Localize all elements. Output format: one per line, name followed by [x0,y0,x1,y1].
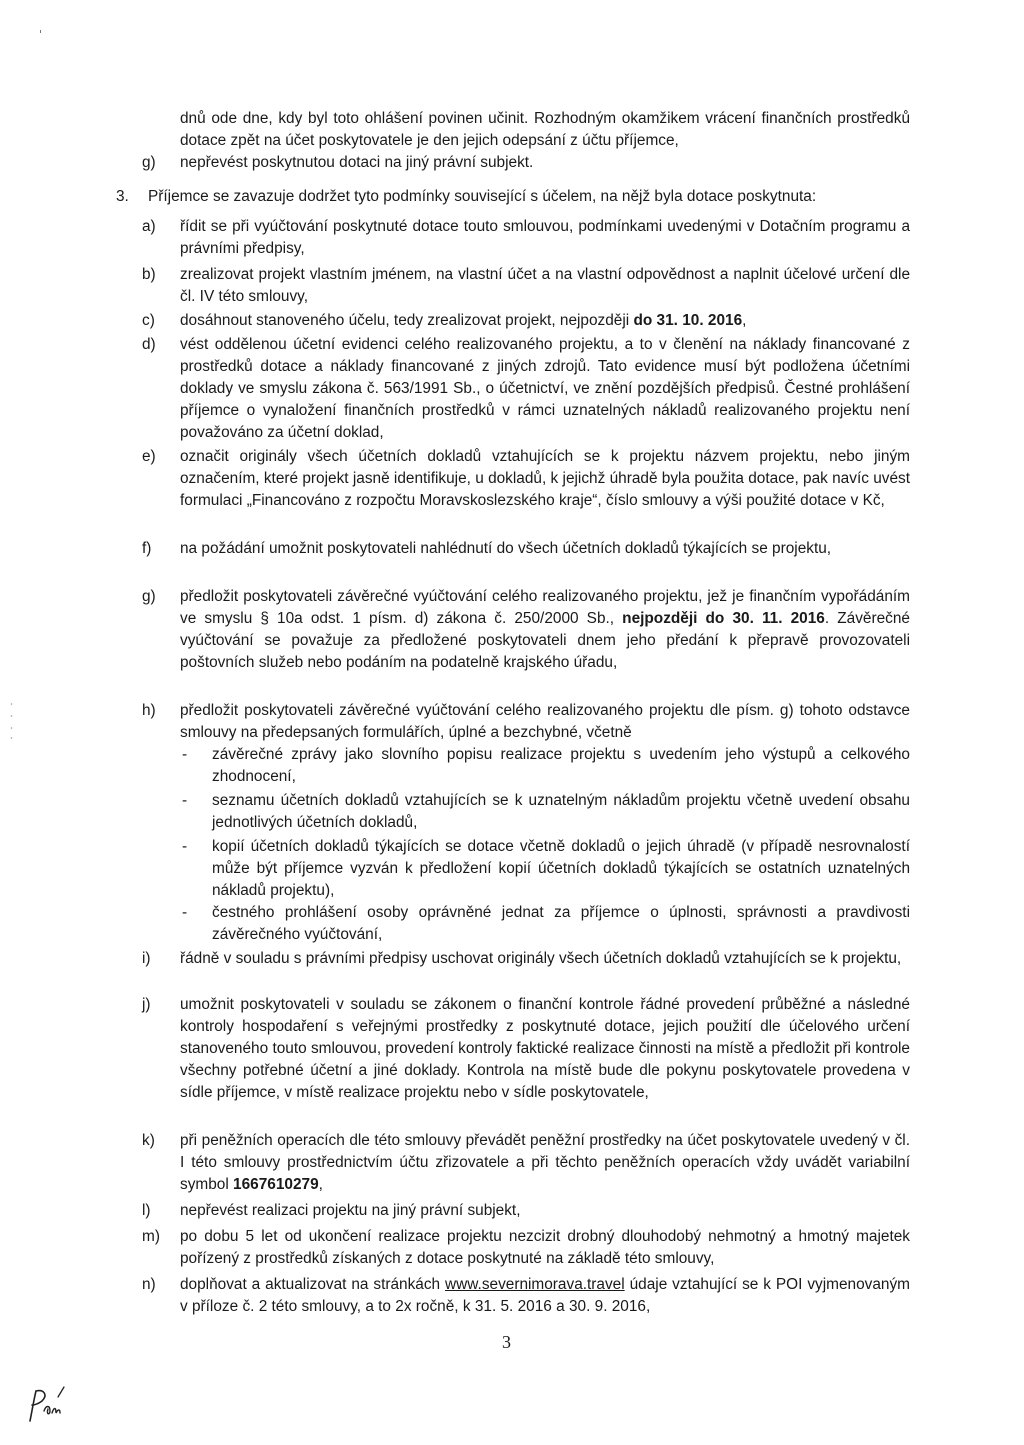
item-j [142,994,910,1104]
website-link[interactable]: www.severnimorava.travel [445,1276,625,1293]
item-marker: n) [142,1276,156,1293]
item-text: dosáhnout stanoveného účelu, tedy zrealizovat projekt, nejpozději [180,312,634,329]
section-text: Příjemce se zavazuje dodržet tyto podmínky související s účelem, na nějž byla dotace poskytnuta: [148,188,817,205]
item-text: řídit se při vyúčtování poskytnuté dotace touto smlouvou, podmínkami uvedenými v Dotačním programu a právními předpisy, [180,218,910,257]
item-marker: l) [142,1202,151,1219]
item-k [142,1130,910,1196]
continued-paragraph [180,108,910,152]
item-text: po dobu 5 let od ukončení realizace projektu nezcizit drobný dlouhodobý nehmotný a hmotný majetek pořízený z prostředků získaných z dotace poskytnuté na základě této smlouvy, [180,1228,910,1267]
item-marker: j) [142,996,151,1013]
item-e [142,446,910,512]
deadline-date: do 31. 10. 2016 [633,312,743,329]
item-text: nepřevést realizaci projektu na jiný právní subjekt, [180,1202,521,1219]
dash-text: čestného prohlášení osoby oprávněné jednat za příjemce o úplnosti, správnosti a pravdivosti závěrečného vyúčtování, [212,904,910,943]
dash-marker: - [182,904,188,921]
dash-text: seznamu účetních dokladů vztahujících se k uznatelným nákladům projektu včetně uvedení obsahu jednotlivých účetních dokladů, [212,792,910,831]
item-text: na požádání umožnit poskytovateli nahlédnutí do všech účetních dokladů týkajících se projektu, [180,540,832,557]
section-3 [116,186,910,208]
item-text: označit originály všech účetních dokladů vztahujících se k projektu názvem projektu, nebo jiným označením, které projekt jasně identifikuje, u dokladů, k jejichž úhradě byla použita dotace, pak navíc uvést formulaci „Financováno z rozpočtu Moravskoslezského kraje“, číslo smlouvy a výši použité dotace v Kč, [180,448,910,509]
item-text: předložit poskytovateli závěrečné vyúčtování celého realizovaného projektu dle písm. g) tohoto odstavce smlouvy na předepsaných formulářích, úplné a bezchybné, včetně [180,702,910,741]
item-text-end: údaje vztahující se k POI vyjmenovaným v příloze č. 2 této smlouvy, a to 2x ročně, k 31. 5. 2016 a 30. 9. 2016, [180,1276,910,1315]
item-marker: d) [142,336,156,353]
deadline-date: nejpozději do 30. 11. 2016 [622,610,825,627]
item-text-end: , [318,1176,323,1193]
item-marker: k) [142,1132,155,1149]
item-h [142,700,910,744]
dash-marker: - [182,792,188,809]
item-m [142,1226,910,1270]
item-marker: g) [142,154,156,171]
dash-item-1 [182,744,910,788]
item-l [142,1200,910,1222]
item-marker: m) [142,1228,160,1245]
item-text: vést oddělenou účetní evidenci celého realizovaného projektu, a to v členění na náklady financované z prostředků dotace a náklady financované z jiných zdrojů. Tato evidence musí být podložena účetními doklady ve smyslu zákona č. 563/1991 Sb., o účetnictví, ve znění pozdějších předpisů. Čestné prohlášení příjemce o vynaložení finančních prostředků v rámci uznatelných nákladů realizovaného projektu není považováno za účetní doklad, [180,336,910,441]
item-text-end: , [742,312,747,329]
item-g [142,586,910,674]
section-number: 3. [116,188,129,205]
item-n [142,1274,910,1318]
item-text: nepřevést poskytnutou dotaci na jiný právní subjekt. [180,154,534,171]
dash-item-2 [182,790,910,834]
dash-item-3 [182,836,910,902]
item-marker: b) [142,266,156,283]
variable-symbol: 1667610279 [233,1176,319,1193]
dash-item-4 [182,902,910,946]
dash-text: kopií účetních dokladů týkajících se dotace včetně dokladů o jejich úhradě (v případě nesrovnalostí může být příjemce vyzván k předložení kopií účetních dokladů týkajících se ostatních uznatelných nákladů projektu), [212,838,910,899]
item-text: zrealizovat projekt vlastním jménem, na vlastní účet a na vlastní odpovědnost a naplnit účelové určení dle čl. IV této smlouvy, [180,266,910,305]
item-marker: h) [142,702,156,719]
item-marker: g) [142,588,156,605]
dash-marker: - [182,746,188,763]
item-marker: a) [142,218,156,235]
item-marker: c) [142,312,155,329]
item-text: umožnit poskytovateli v souladu se zákonem o finanční kontrole řádné provedení průběžné a následné kontroly hospodaření s veřejnými prostředky z poskytnuté dotace, jejich použití dle účelového určení stanoveného touto smlouvou, provedení kontroly faktické realizace činnosti na místě a předložit při kontrole všechny potřebné účetní a jiné doklady. Kontrola na místě bude dle pokynu poskytovatele provedena v sídle příjemce, v místě realizace projektu nebo v sídle poskytovatele, [180,996,910,1101]
item-marker: f) [142,540,152,557]
item-f [142,538,910,560]
scan-mark [40,30,41,33]
item-text: řádně v souladu s právními předpisy uschovat originály všech účetních dokladů vztahujících se k projektu, [180,950,902,967]
item-text: doplňovat a aktualizovat na stránkách [180,1276,446,1293]
item-a [142,216,910,260]
item-d [142,334,910,444]
item-b [142,264,910,308]
page-number: 3 [502,1332,511,1352]
handwritten-initials-icon [24,1385,76,1425]
item-marker: e) [142,448,156,465]
item-text-end: . Závěrečné vyúčtování se považuje za předložené poskytovateli dnem jeho předání k přepravě provozovateli poštovních služeb nebo podáním na podatelně krajského úřadu, [180,610,910,671]
item-c [142,310,910,332]
item-marker: i) [142,950,151,967]
item-text: při peněžních operacích dle této smlouvy převádět peněžní prostředky na účet poskytovatele uvedený v čl. I této smlouvy prostřednictvím účtu zřizovatele a při těchto peněžních operacích vždy uvádět variabilní symbol [180,1132,910,1193]
item-i [142,948,910,970]
dash-text: závěrečné zprávy jako slovního popisu realizace projektu s uvedením jeho výstupů a celkového zhodnocení, [212,746,910,785]
continued-text: dnů ode dne, kdy byl toto ohlášení povinen učinit. Rozhodným okamžikem vrácení finančních prostředků dotace zpět na účet poskytovatele je den jejich odepsání z účtu příjemce, [180,110,910,149]
item-text: předložit poskytovateli závěrečné vyúčtování celého realizovaného projektu, jež je finančním vypořádáním ve smyslu § 10a odst. 1 písm. d) zákona č. 250/2000 Sb., [180,588,910,627]
dash-marker: - [182,838,188,855]
item-prev-g [142,152,910,174]
margin-marks [10,700,13,740]
